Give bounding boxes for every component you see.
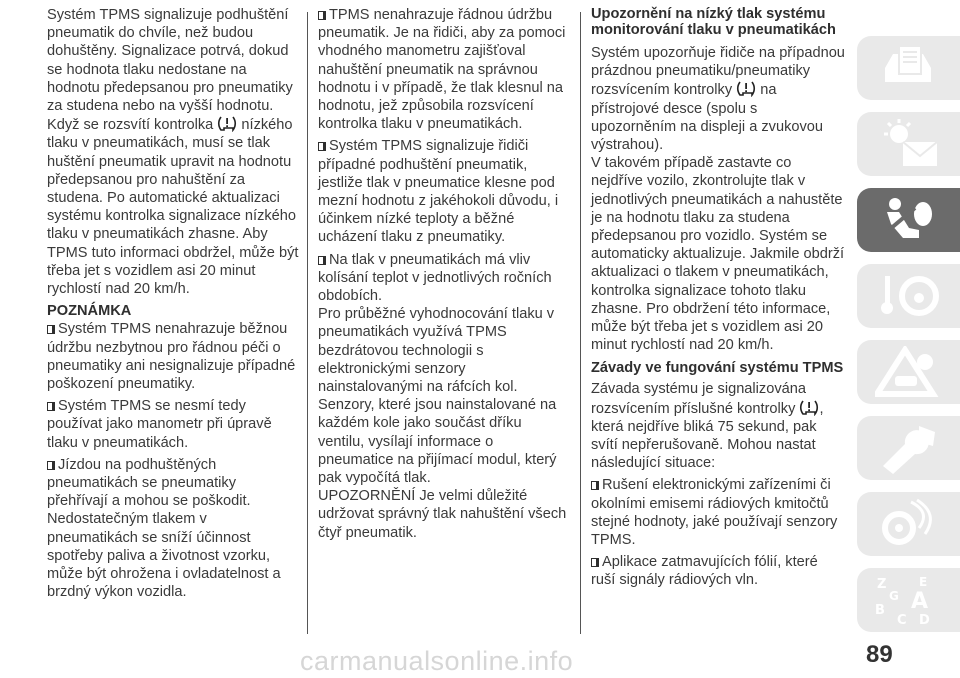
text-column-2	[318, 6, 570, 546]
paragraph-text: Systém TPMS signalizuje podhuštění pneumatik do chvíle, než budou dohuštěny. Signalizace potrvá, dokud se hodnota tlaku nedostane na hodnotu předepsanou pro pneumatiky za studena nebo na vyšší hodnotu. Když se rozsvítí kontrolka	[47, 7, 293, 134]
paragraph: UPOZORNĚNÍ Je velmi důležité udržovat správný tlak nahuštění všech čtyř pneumatik.	[318, 488, 567, 541]
bullet-icon	[318, 142, 326, 151]
svg-text:A: A	[911, 589, 929, 614]
bullet-text: Rušení elektronickými zařízeními či okolními emisemi rádiových kmitočtů stejné hodnoty, jaké používají senzory TPMS.	[591, 477, 838, 549]
paragraph	[591, 44, 845, 154]
tab-emergency[interactable]	[857, 340, 960, 404]
bullet-icon	[591, 481, 599, 490]
bullet-icon	[318, 11, 326, 20]
bullet-item	[47, 320, 299, 393]
svg-text:D: D	[919, 613, 930, 626]
bullet-item	[591, 553, 845, 589]
tab-service[interactable]	[857, 416, 960, 480]
bullet-text: Systém TPMS se nesmí tedy používat jako manometr při úpravě tlaku v pneumatikách.	[47, 398, 272, 451]
svg-text:B: B	[875, 603, 885, 618]
breakdown-tab-icon	[875, 346, 945, 398]
key-steering-tab-icon	[875, 270, 945, 322]
tab-starting-driving[interactable]	[857, 264, 960, 328]
bullet-item	[47, 456, 299, 602]
bullet-item	[47, 397, 299, 452]
wrench-service-tab-icon	[875, 422, 945, 474]
svg-text:Z: Z	[877, 577, 887, 592]
svg-text:E: E	[919, 575, 928, 589]
bullet-text: Systém TPMS signalizuje řidiči případné podhuštění pneumatik, jestliže tlak v pneumatice klesne pod mezní hodnotu z jakéhokoli důvodu, i účinkem nízké teploty a běžné ucházení tlaku z pneumatiky.	[318, 138, 559, 246]
bullet-item	[318, 251, 570, 306]
watermark: carmanualsonline.info	[300, 646, 574, 676]
section-heading: Upozornění na nízký tlak systému monitorování tlaku v pneumatikách	[591, 6, 836, 38]
section-heading: Závady ve fungování systému TPMS	[591, 360, 844, 377]
bullet-icon	[47, 402, 55, 411]
bullet-text: Jízdou na podhuštěných pneumatikách se pneumatiky přehřívají a mohou se poškodit. Nedostatečným tlakem v pneumatikách se sníží účinnost spotřeby paliva a životnost vzorku, může být ohrožena i ovladatelnost a brzdný výkon vozidla.	[47, 456, 281, 601]
column-divider	[580, 12, 581, 634]
bullet-text: Systém TPMS nenahrazuje běžnou údržbu nezbytnou pro řádnou péči o pneumatiky ani nesignalizuje případné poškození pneumatiky.	[47, 321, 296, 393]
paragraph	[47, 6, 299, 298]
chapter-tabs	[857, 36, 960, 644]
bullet-text: Na tlak v pneumatikách má vliv kolísání teplot v jednotlivých ročních obdobích.	[318, 251, 552, 305]
bullet-item	[591, 476, 845, 549]
tab-tech-data[interactable]	[857, 492, 960, 556]
paragraph-text: , která nejdříve bliká 75 sekund, pak svítí nepřerušovaně. Mohou nastat následující situace:	[591, 400, 824, 472]
tab-safety[interactable]	[857, 188, 960, 252]
bullet-item	[318, 6, 570, 133]
column-divider	[307, 12, 308, 634]
text-column-3	[591, 6, 845, 594]
bullet-icon	[318, 256, 326, 265]
tab-car-info[interactable]	[857, 36, 960, 100]
tpms-warning-icon	[799, 399, 819, 416]
svg-text:G: G	[889, 589, 899, 603]
paragraph-text: na přístrojové desce (spolu s upozorněním na displeji a zvukovou výstrahou).	[591, 82, 824, 154]
paragraph-text: Systém upozorňuje řidiče na případnou prázdnou pneumatiku/pneumatiky rozsvícením kontrolky	[591, 45, 845, 99]
bullet-text: TPMS nenahrazuje řádnou údržbu pneumatik. Je na řidiči, aby za pomoci vhodného manometru zajišťoval nahuštění pneumatik na správnou hodnotu i v případě, že tlak klesnul na hodnotu, jež způsobila rozsvícení kontrolka tlaku v pneumatikách.	[318, 7, 566, 133]
paragraph: Pro průběžné vyhodnocování tlaku v pneumatikách využívá TPMS bezdrátovou technologii s elektronickými senzory nainstalovanými na ráfcích kol. Senzory, které jsou nainstalované na každém kole jako součást dříku ventilu, vysílají informace o pneumatice na přijímací modul, který pak vypočítá tlak.	[318, 306, 557, 487]
note-heading: POZNÁMKA	[47, 303, 132, 320]
bullet-icon	[47, 461, 55, 470]
bullet-text: Aplikace zatmavujících fólií, které ruší signály rádiových vln.	[591, 554, 818, 589]
paragraph: V takovém případě zastavte co nejdříve vozilo, zkontrolujte tlak v jednotlivých pneumatikách a nahustěte je na hodnotu tlaku za studena předepsanou pro vozidlo. Systém se automaticky aktualizuje. Jakmile obdrží aktualizaci o tlakem v pneumatikách, kontrolka signalizace tohoto tlaku zhasne. Pro obdržení této informace, může být třeba jet s vozidlem asi 20 minut rychlostí nad 20 km/h.	[591, 155, 845, 354]
bullet-icon	[591, 558, 599, 567]
car-info-tab-icon	[875, 42, 945, 94]
paragraph-text: Závada systému je signalizována rozsvícením příslušné kontrolky	[591, 381, 806, 417]
tab-index[interactable]	[857, 568, 960, 632]
alphabet-index-tab-icon	[875, 574, 945, 626]
page-number: 89	[866, 641, 893, 668]
tech-data-tab-icon	[875, 498, 945, 550]
tpms-warning-icon	[217, 115, 237, 132]
paragraph-text: nízkého tlaku v pneumatikách, musí se tlak huštění pneumatik upravit na hodnotu předepsanou pro nahuštění za studena. Po automatické aktualizaci systému kontrolka signalizace nízkého tlaku v pneumatikách zhasne. Aby TPMS tuto informaci obdržel, může být třeba jet s vozidlem asi 20 minut rychlostí nad 20 km/h.	[47, 117, 299, 298]
warning-lights-tab-icon	[875, 118, 945, 170]
tpms-warning-icon	[736, 80, 756, 97]
bullet-item	[318, 137, 570, 246]
paragraph	[591, 380, 845, 472]
tab-warning-lights[interactable]	[857, 112, 960, 176]
bullet-icon	[47, 325, 55, 334]
airbag-seat-tab-icon	[875, 194, 945, 246]
text-column-1	[47, 6, 299, 606]
svg-text:C: C	[897, 613, 907, 626]
